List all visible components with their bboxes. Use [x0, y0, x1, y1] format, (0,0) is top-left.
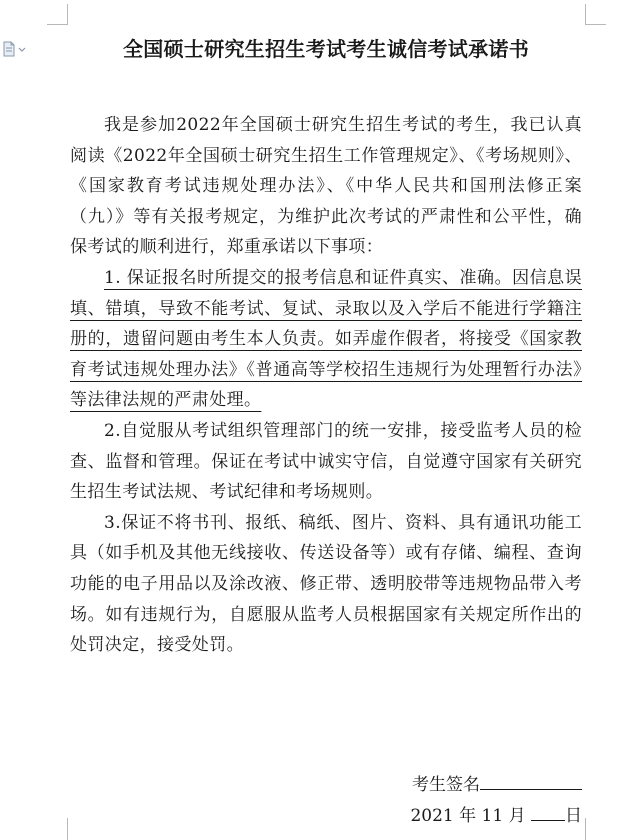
commitment-item-1-text: 1. 保证报名时所提交的报考信息和证件真实、准确。因信息误填、错填，导致不能考试、复试、录取以及入学后不能进行学籍注册的，遗留问题由考生本人负责。如弄虚作假者，将接受《国家教育考试违规处理办法》《普通高等学校招生违规行为处理暂行办法》等法律法规的严肃处理。: [70, 267, 582, 411]
document-icon[interactable]: [2, 41, 28, 57]
page-title: 全国硕士研究生招生考试考生诚信考试承诺书: [123, 37, 529, 61]
commitment-item-2: 2.自觉服从考试组织管理部门的统一安排，接受监考人员的检查、监督和管理。保证在考试中诚实守信，自觉遵守国家有关研究生招生考试法规、考试纪律和考场规则。: [70, 420, 582, 503]
date-row: [410, 801, 582, 832]
margin-mark: [47, 24, 68, 25]
commitment-item-1: [70, 263, 582, 416]
margin-mark: [585, 4, 586, 24]
margin-mark: [67, 818, 68, 840]
document-body: [70, 110, 582, 661]
margin-mark: [67, 4, 68, 24]
signature-line[interactable]: [480, 771, 582, 790]
margin-mark: [585, 818, 586, 840]
date-year-month: 2021 年 11 月: [410, 805, 526, 826]
date-day-suffix: 日: [565, 805, 582, 826]
intro-paragraph: 我是参加2022年全国硕士研究生招生考试的考生，我已认真阅读《2022年全国硕士研究生招生工作管理规定》、《考场规则》、《国家教育考试违规处理办法》、《中华人民共和国刑法修正案（九）》等有关报考规定，为维护此次考试的严肃性和公平性，确保考试的顺利进行，郑重承诺以下事项：: [70, 115, 582, 258]
commitment-item-3: 3.保证不将书刊、报纸、稿纸、图片、资料、具有通讯功能工具（如手机及其他无线接收、传送设备等）或有存储、编程、查询功能的电子用品以及涂改液、修正带、透明胶带等违规物品带入考场。如有违规行为，自愿服从监考人员根据国家有关规定所作出的处罚决定，接受处罚。: [70, 512, 582, 656]
signature-label: 考生签名: [412, 775, 480, 795]
signature-row: [410, 770, 582, 801]
date-day-blank[interactable]: [531, 802, 565, 821]
signature-block: [410, 770, 582, 831]
margin-mark: [585, 24, 606, 25]
